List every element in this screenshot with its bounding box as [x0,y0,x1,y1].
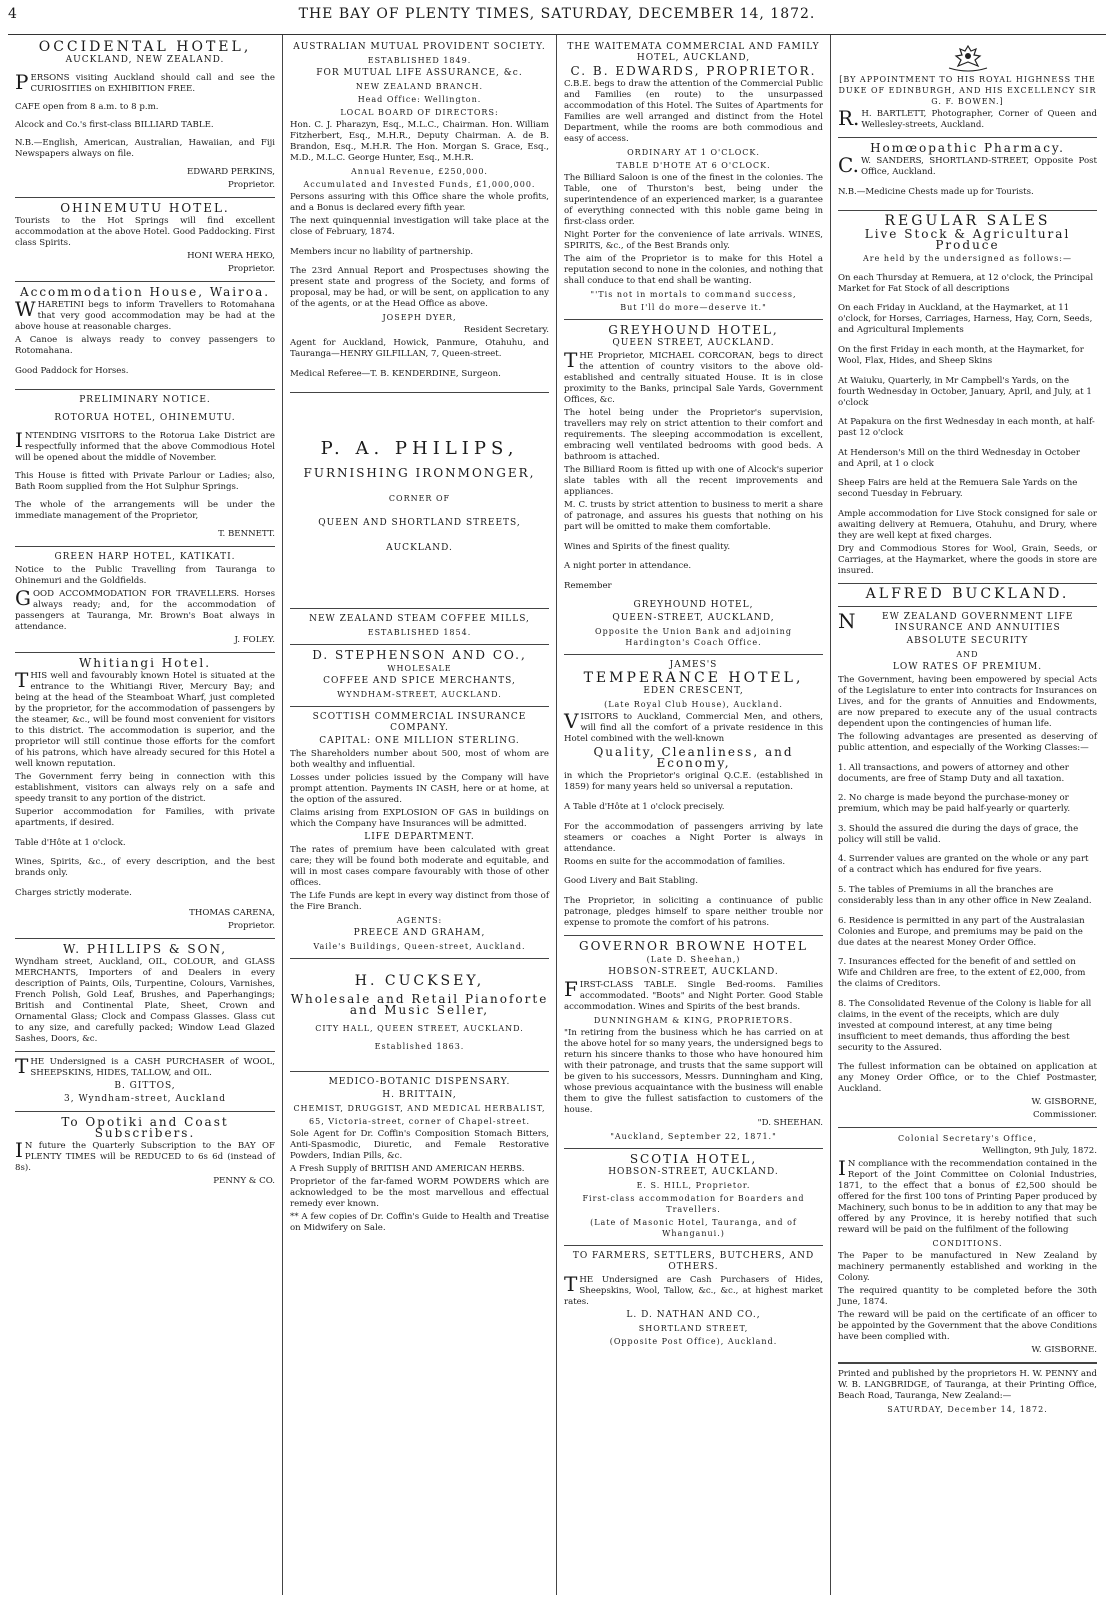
ad-rotorua-hotel [15,390,275,547]
ad-revenue: Annual Revenue, £250,000. [351,167,488,176]
list-item: 1. All transactions, and powers of attorney and other documents, are free of Stamp Duty and all taxation. [838,762,1069,784]
column-1 [8,35,282,1595]
ad-signature: J. FOLEY. [234,635,275,646]
ad-opotiki-subscribers [15,1112,275,1193]
ad-branch: NEW ZEALAND BRANCH. [355,82,484,91]
column-2 [282,35,556,1595]
ad-body: Members incur no liability of partnership. [290,246,474,257]
ad-address: CITY HALL, QUEEN STREET, AUCKLAND. [315,1024,524,1034]
ad-address: 3, Wyndham-street, Auckland [64,1093,226,1104]
ad-street: QUEEN STREET, AUCKLAND. [612,338,775,348]
ad-nathan [564,1246,823,1353]
ad-body: The required quantity to be completed before the 30th June, 1874. [838,1286,1097,1308]
ad-medico-botanic [290,1072,549,1240]
ad-body: FIRST-CLASS TABLE. Single Bed-rooms. Families accommodated. "Boots" and Night Porter. Good Stable accommodation. Wines and Spirits of the best brands. [564,976,823,1012]
ad-cucksey [290,959,549,1072]
sale-item: On each Thursday at Remuera, at 12 o'clock, the Principal Market for Fat Stock of all descriptions [838,272,1094,294]
ad-stephenson [290,645,549,707]
ad-date: "Auckland, September 22, 1871." [610,1131,777,1141]
ad-body: Wines and Spirits of the finest quality. [564,541,731,552]
imprint-body: Printed and published by the proprietors H. W. PENNY and W. B. LANGBRIDGE, of Tauranga, at their Printing Office, Beach Road, Tauranga, New Zealand:— [838,1369,1097,1402]
imprint-date: SATURDAY, December 14, 1872. [887,1405,1048,1415]
masthead-title: THE BAY OF PLENTY TIMES, SATURDAY, DECEMBER 14, 1872. [298,6,816,22]
ad-signature-role: Proprietor. [227,180,275,190]
ad-established: ESTABLISHED 1854. [367,628,472,638]
ad-body: A Fresh Supply of BRITISH AND AMERICAN HERBS. [290,1164,525,1175]
ad-agents: AGENTS: [396,916,443,926]
ad-title: NEW ZEALAND STEAM COFFEE MILLS, [309,614,530,625]
ad-body: The Life Funds are kept in every way distinct from those of the Fire Branch. [290,891,549,913]
ad-remember: GREYHOUND HOTEL, [633,600,754,611]
ad-body: Table d'Hôte at 1 o'clock. [15,837,126,848]
ad-signature-role: Commissioner. [1032,1110,1097,1121]
ad-body: (Late of Masonic Hotel, Tauranga, and of Whanganui.) [590,1217,797,1238]
ad-body: Wyndham street, Auckland, OIL, COLOUR, and GLASS MERCHANTS, Importers of and Dealers in every description of Paints, Oils, Turpentine, Colours, Varnishes, French Polish, Gold Leaf, Brushes, and Paperhangings; British and Continental Plate, Sheet, Crown and Ornamental Glass; Clock and Compass Glasses. Glass cut to any size, and carefully packed; Window Lead Glazed Sashes, Doors, &c. [15,956,275,1044]
ad-subtitle: FOR MUTUAL LIFE ASSURANCE, &c. [316,68,523,78]
ad-temperance-hotel [564,655,823,935]
ad-title: W. PHILLIPS & SON, [62,941,228,956]
ad-security: ABSOLUTE SECURITY [906,635,1029,646]
ad-body: "In retiring from the business which he has carried on at the above hotel for so many years, the undersigned begs to return his sincere thanks to those who have honoured him with their patronage, and trusts that the same support will be given to his successors, Messrs. Dunningham and King, whose previous acquaintance with the business will enable them to give the fullest satisfaction to customers of the house. [564,1027,823,1115]
ad-body: Wines, Spirits, &c., of every description, and the best brands only. [15,857,275,879]
ad-signature: HONI WERA HEKO, [187,251,275,261]
ad-title: NEW ZEALAND GOVERNMENT LIFE INSURANCE AND ANNUITIES [838,608,1074,633]
ad-body: First-class accommodation for Boarders and Travellers. [582,1193,805,1214]
list-item: 8. The Consolidated Revenue of the Colony is liable for all claims, in the event of the receipts, which are duly invested at compound interest, at any time being insufficient to meet demands, thus affording the best security to the Assured. [838,998,1092,1053]
ad-title: SCOTIA HOTEL, [629,1151,758,1166]
ad-street: SHORTLAND STREET, [638,1323,749,1333]
ad-address: (Opposite Post Office), Auckland. [609,1336,778,1346]
ad-government-life-insurance [838,607,1097,1128]
ad-proprietor: E. S. HILL, Proprietor. [636,1180,751,1190]
ad-occidental-hotel [15,37,275,198]
ad-quote: "'Tis not in mortals to command success, [590,290,797,299]
ad-notice: PRELIMINARY NOTICE. [79,395,211,406]
ad-appointment: [BY APPOINTMENT TO HIS ROYAL HIGHNESS THE DUKE OF EDINBURGH, AND HIS EXCELLENCY SIR G. F. BOWEN.] [838,75,1097,106]
ad-body: THE Proprietor, MICHAEL CORCORAN, begs to direct the attention of country visitors to the above old-established and centrally situated House. It is in close proximity to the Banks, principal Sale Yards, Government Offices, &c. [564,348,823,405]
ad-body: Alcock and Co.'s first-class BILLIARD TABLE. [15,120,214,130]
ad-title: GOVERNOR BROWNE HOTEL [579,938,808,953]
ad-referee: Medical Referee—T. B. KENDERDINE, Surgeon. [290,368,501,379]
ad-title: ROTORUA HOTEL, OHINEMUTU. [54,413,236,424]
ad-date: Wellington, 9th July, 1872. [982,1146,1097,1157]
ad-title: Whitiangi Hotel. [78,656,212,671]
ad-body: Ample accommodation for Live Stock consigned for sale or awaiting delivery at Remuera, Otahuhu, and Drury, where they are well kept at fixed charges. [838,508,1097,541]
ad-body: Dry and Commodious Stores for Wool, Grain, Seeds, or Carriages, at the Haymarket, where the goods in store are insured. [838,543,1097,576]
ad-body: A Canoe is always ready to convey passengers to Rotomahana. [15,335,275,356]
ad-held: Are held by the undersigned as follows:— [863,254,1072,264]
ad-street: HOBSON-STREET, AUCKLAND. [608,1166,779,1177]
ad-quote: But I'll do more—deserve it." [620,303,767,312]
column-3 [556,35,830,1595]
ad-funds: Accumulated and Invested Funds, £1,000,000. [303,180,536,189]
ad-title: Accommodation House, Wairoa. [19,285,271,299]
ad-signature: W. GISBORNE. [1031,1345,1097,1356]
ad-body: THIS well and favourably known Hotel is situated at the entrance to the Whitiangi River, Mercury Bay; and being at the head of the Steamboat Wharf, just completed by the proprietor, for the accommodation of passengers by the steamer, &c., will be found most convenient for visitors to this district. The accommodation is superior, and the proprietor will still continue those efforts for the comfort of his patrons, which have already secured for this Hotel a well known reputation. [15,668,275,770]
ad-address: Vaile's Buildings, Queen-street, Auckland. [313,942,526,952]
sale-item: At Papakura on the first Wednesday in each month, at half-past 12 o'clock [838,417,1095,439]
ad-signature: T. BENNETT. [218,529,275,540]
ad-title: AUSTRALIAN MUTUAL PROVIDENT SOCIETY. [293,42,546,52]
ad-table: TABLE D'HOTE AT 6 O'CLOCK. [616,161,771,170]
ad-conditions: CONDITIONS. [932,1239,1003,1249]
ad-motto: Quality, Cleanliness, and Economy, [593,745,794,771]
ad-title: MEDICO-BOTANIC DISPENSARY. [328,1077,511,1088]
ad-signature: THOMAS CARENA, [189,907,275,918]
ad-signature: EDWARD PERKINS, [186,167,275,177]
ad-body: Rooms en suite for the accommodation of families. [564,856,786,867]
list-item: 6. Residence is permitted in any part of the Australasian Colonies and Europe, and premiums may be paid on the due dates at the nearest Money Order Office. [838,915,1085,948]
ad-title: REGULAR SALES [884,213,1051,230]
ad-body: ** A few copies of Dr. Coffin's Guide to Health and Treatise on Midwifery on Sale. [290,1212,549,1234]
ad-office: Head Office: Wellington. [357,95,482,104]
ad-office: Colonial Secretary's Office, [897,1134,1038,1144]
ad-ordinary: ORDINARY AT 1 O'CLOCK. [627,148,760,157]
ad-body: C.W. SANDERS, SHORTLAND-STREET, Opposite Post Office, Auckland. [838,153,1097,177]
ad-body: THE Undersigned are Cash Purchasers of Hides, Sheepskins, Wool, Tallow, &c., &c., at highest market rates. [564,1271,823,1307]
royal-crest-icon [945,44,991,72]
ad-whitiangi-hotel [15,653,275,938]
ad-street: EDEN CRESCENT, [643,686,744,697]
ad-established: ESTABLISHED 1849. [367,56,472,65]
ad-body: IN compliance with the recommendation contained in the Report of the Joint Committee on Colonial Industries, 1871, to the effect that a bonus of £2,500 should be offered for the first 100 tons of Printing Paper produced by Machinery, such bonus to be in addition to any that may be offered by any Province, it is hereby notified that such reward will be paid on the fulfilment of the following [838,1156,1097,1236]
ad-body: The hotel being under the Proprietor's supervision, travellers may rely on strict attention to their comfort and requirements. The sleeping accommodation is excellent, embracing well ventilated bedrooms with good beds. A bathroom is attached. [564,408,823,462]
ad-title: GREEN HARP HOTEL, KATIKATI. [54,552,236,563]
ad-kind: WHOLESALE [387,664,452,674]
ad-body: C.B.E. begs to draw the attention of the Commercial Public and Families (en route) to the unsurpassed accommodation of this Hotel. The Suites of Apartments for Families are well arranged and distinct from the Hotel Department, while the rooms are both commodious and easy of access. [564,79,823,144]
ad-gittos [15,1052,275,1112]
ad-body: The Paper to be manufactured in New Zealand by machinery permanently established and working in the Colony. [838,1251,1097,1284]
ad-title: JAMES'S [669,660,718,671]
ad-title: H. CUCKSEY, [354,973,485,990]
ad-governor-browne-hotel [564,936,823,1149]
ad-body: Remember [564,580,612,591]
sale-item: On each Friday in Auckland, at the Haymarket, at 11 o'clock, for Horses, Carriages, Harness, Hay, Corn, Seeds, and Agricultural Implements [838,303,1093,336]
ad-body: For the accommodation of passengers arriving by late steamers or coaches a Night Porter is always in attendance. [564,821,823,854]
ad-title: SCOTTISH COMMERCIAL INSURANCE COMPANY. [312,712,527,734]
ad-signature-role: Resident Secretary. [463,325,549,336]
ad-nb: N.B.—Medicine Chests made up for Tourists. [838,186,1034,197]
columns [8,35,1106,1595]
ad-body: in which the Proprietor's original Q.C.E. (established in 1859) for many years held so universal a reputation. [564,771,823,793]
ad-scottish-insurance [290,707,549,959]
ad-body: Notice to the Public Travelling from Tauranga to Ohinemuri and the Goldfields. [15,565,275,587]
ad-body: A night porter in attendance. [564,561,692,572]
ad-body: Proprietor of the far-famed WORM POWDERS which are acknowledged to be the most marvellous and effectual remedy ever known. [290,1177,549,1210]
ad-address: 65, Victoria-street, corner of Chapel-street. [309,1117,530,1127]
printer-imprint [838,1363,1097,1421]
ad-capital: CAPITAL: ONE MILLION STERLING. [319,736,520,747]
ad-late: (Late D. Sheehan,) [646,954,741,964]
sale-item: Sheep Fairs are held at the Remuera Sale Yards on the second Tuesday in February. [838,478,1078,500]
ad-and: AND [956,649,979,659]
ad-low-rates: LOW RATES OF PREMIUM. [892,661,1043,672]
ad-body: The aim of the Proprietor is to make for this Hotel a reputation second to none in the colonies, and nothing that shall conduce to that end shall be wanting. [564,254,823,286]
ad-pa-philips [290,393,549,609]
ad-body: THE Undersigned is a CASH PURCHASER of WOOL, SHEEPSKINS, HIDES, TALLOW, and OIL. [15,1053,275,1078]
ad-trade: CHEMIST, DRUGGIST, AND MEDICAL HERBALIST, [293,1104,546,1114]
ad-body: Good Paddock for Horses. [15,365,129,376]
ad-established: Established 1863. [374,1042,465,1052]
ad-trade: COFFEE AND SPICE MERCHANTS, [323,676,516,687]
ad-subtitle: Live Stock & Agricultural Produce [864,227,1071,253]
ad-body: Persons assuring with this Office share the whole profits, and a Bonus is declared every fifth year. [290,192,549,213]
ad-streets: QUEEN AND SHORTLAND STREETS, [318,518,521,529]
ad-title: OCCIDENTAL HOTEL, [38,39,252,55]
ad-phillips-and-son [15,939,275,1052]
ad-title: TO FARMERS, SETTLERS, BUTCHERS, AND OTHERS. [572,1250,815,1272]
sale-item: At Waiuku, Quarterly, in Mr Campbell's Yards, on the fourth Wednesday in October, January, April, and July, at 1 o'clock [838,375,1092,408]
ad-body: The following advantages are presented as deserving of public attention, and especially of the Working Classes:— [838,731,1097,753]
ad-subtitle: AUCKLAND, NEW ZEALAND. [65,55,225,65]
ad-body: GOOD ACCOMMODATION FOR TRAVELLERS. Horses always ready; and, for the accommodation of passengers at Tauranga, Mr. Brown's Boat always in attendance. [15,586,275,633]
ad-homeopathic-pharmacy [838,138,1097,211]
ad-title: ALFRED BUCKLAND. [865,585,1070,602]
ad-body: PERSONS visiting Auckland should call and see the CURIOSITIES on EXHIBITION FREE. [15,70,275,94]
ad-body: A Table d'Hôte at 1 o'clock precisely. [564,801,725,812]
ad-board: LOCAL BOARD OF DIRECTORS: [340,108,499,117]
ad-regular-sales [838,211,1097,584]
ad-waitemata-hotel [564,37,823,320]
ad-city: AUCKLAND. [386,543,453,554]
list-item: 4. Surrender values are granted on the whole or any part of a contract which has endured for five years. [838,854,1089,876]
ad-signature-role: Proprietor. [227,264,275,274]
ad-body: The Government, having been empowered by special Acts of the Legislature to enter into contracts for Insurances on Lives, and for the grants of Annuities and Endowments, are now prepared to execute any of the usual contracts dependent upon the contingencies of human life. [838,674,1097,729]
ad-body: Losses under policies issued by the Company will have prompt attention. Payments IN CASH, here or at home, at the option of the assured. [290,773,549,806]
ad-body: Superior accommodation for Families, with private apartments, if desired. [15,807,275,829]
ad-body: INTENDING VISITORS to the Rotorua Lake District are respectfully informed that the above Commodious Hotel will be opened about the middle of November. [15,428,275,464]
ad-title: THE WAITEMATA COMMERCIAL AND FAMILY HOTEL, AUCKLAND, [567,42,820,63]
ad-amp-society [290,37,549,393]
ad-body: Good Livery and Bait Stabling. [564,876,699,887]
ad-body: M. C. trusts by strict attention to business to merit a share of patronage, and assures his guests that nothing on his part will be omitted to make them comfortable. [564,500,823,532]
list-item: 3. Should the assured die during the days of grace, the policy will still be valid. [838,823,1079,845]
ad-remember: Opposite the Union Bank and adjoining Hardington's Coach Office. [595,627,792,648]
ad-section: LIFE DEPARTMENT. [364,832,475,843]
ad-title: D. STEPHENSON AND CO., [312,648,527,663]
ad-signature: W. GISBORNE, [1031,1097,1097,1108]
ad-ohinemutu-hotel [15,198,275,282]
ad-body: N.B.—English, American, Australian, Hawaiian, and Fiji Newspapers always on file. [15,138,275,159]
ad-body: The next quinquennial investigation will take place at the close of February, 1874. [290,216,549,237]
ad-proprietors: DUNNINGHAM & KING, PROPRIETORS. [593,1015,794,1025]
ad-corner: CORNER OF [388,494,451,504]
ad-alfred-buckland [838,584,1097,607]
sale-item: At Henderson's Mill on the third Wednesday in October and April, at 1 o clock [838,447,1080,469]
ad-body: Charges strictly moderate. [15,887,132,898]
ad-body: R.H. BARTLETT, Photographer, Corner of Queen and Wellesley-streets, Auckland. [838,106,1097,130]
ad-name: L. D. NATHAN AND CO., [626,1309,761,1320]
ad-signature: PENNY & CO. [213,1175,275,1186]
ad-body: This House is fitted with Private Parlour or Ladies; also, Bath Room supplied from the Hot Sulphur Springs. [15,471,275,493]
ad-green-harp-hotel [15,547,275,653]
ad-signature: "D. SHEEHAN. [757,1117,823,1128]
ad-title: TEMPERANCE HOTEL, [583,670,804,687]
ad-address: WYNDHAM-STREET, AUCKLAND. [337,690,502,700]
ad-agent: Agent for Auckland, Howick, Panmure, Otahuhu, and Tauranga—HENRY GILFILLAN, 7, Queen-street. [290,338,549,360]
ad-title: P. A. PHILIPS, [320,438,519,460]
ad-colonial-secretary [838,1128,1097,1363]
ad-title: OHINEMUTU HOTEL. [60,201,230,215]
ad-scotia-hotel [564,1149,823,1246]
list-item: 2. No charge is made beyond the purchase-money or premium, which may be paid half-yearly or quarterly. [838,793,1071,815]
ad-body: The Shareholders number about 500, most of whom are both wealthy and influential. [290,749,549,771]
ad-body: Claims arising from EXPLOSION OF GAS in buildings on which the Company have Insurances will be admitted. [290,808,549,830]
ad-body: The fullest information can be obtained on application at any Money Order Office, or to the Chief Postmaster, Auckland. [838,1062,1097,1095]
ad-body: CAFE open from 8 a.m. to 8 p.m. [15,102,159,112]
ad-signature-role: Proprietor. [227,920,275,931]
ad-trade: Wholesale and Retail Pianoforte and Music Seller, [290,992,549,1018]
ad-agent-names: PREECE AND GRAHAM, [353,928,486,939]
ad-body: WHARETINI begs to inform Travellers to Rotomahana that very good accommodation may be had at the above house at reasonable charges. [15,297,275,332]
ad-title: Homœopathic Pharmacy. [870,141,1065,155]
ad-proprietor: C. B. EDWARDS, PROPRIETOR. [570,64,817,78]
ad-body: The Billiard Saloon is one of the finest in the colonies. The Table, one of Thurston's best, being under the superintendence of an experienced marker, is a guarantee of everything connected with this noble game being in first-class order. [564,173,823,227]
ad-street: HOBSON-STREET, AUCKLAND. [608,966,779,977]
ad-body: The Proprietor, in soliciting a continuance of public patronage, pledges himself to spare neither trouble nor expense to promote the comfort of his patrons. [564,895,823,928]
ad-body: Tourists to the Hot Springs will find excellent accommodation at the above Hotel. Good Paddocking. First class Spirits. [15,216,275,248]
ad-body: The reward will be paid on the certificate of an officer to be appointed by the Government that the above Conditions have been complied with. [838,1310,1097,1343]
masthead [8,6,1106,35]
sale-item: On the first Friday in each month, at the Haymarket, for Wool, Flax, Hides, and Sheep Skins [838,344,1084,366]
list-item: 5. The tables of Premiums in all the branches are considerably less than in any other office in New Zealand. [838,884,1092,906]
ad-title: GREYHOUND HOTEL, [608,323,779,337]
ad-body: VISITORS to Auckland, Commercial Men, and others, will find all the comfort of a private residence in this Hotel combined with the well-known [564,709,823,745]
ad-body: Night Porter for the convenience of late arrivals. WINES, SPIRITS, &c., of the Best Brands only. [564,230,823,251]
list-item: 7. Insurances effected for the benefit of and settled on Wife and Children are free, to the extent of £2,000, from the claims of Creditors. [838,957,1086,990]
ad-accommodation-wairoa [15,282,275,390]
ad-trade: FURNISHING IRONMONGER, [303,466,536,481]
ad-body: IN future the Quarterly Subscription to the BAY OF PLENTY TIMES will be REDUCED to 6s 6d (instead of 8s). [15,1137,275,1173]
ad-remember: QUEEN-STREET, AUCKLAND, [612,613,775,624]
ad-body: Sole Agent for Dr. Coffin's Composition Stomach Bitters, Anti-Spasmodic, Diuretic, and Female Restorative Powders, Indian Pills, &c. [290,1129,549,1162]
ad-body: The 23rd Annual Report and Prospectuses showing the present state and progress of the Society, and forms of proposal, may be had, or will be sent, on application to any of the agents, or at the Head Office as above. [290,266,549,310]
ad-body: The whole of the arrangements will be under the immediate management of the Proprietor, [15,500,275,522]
ad-name: H. BRITTAIN, [382,1090,457,1101]
column-4 [830,35,1104,1595]
ad-body: The Government ferry being in connection with this establishment, visitors can always rely on a safe and speedy transit to any portion of the district. [15,772,275,805]
ad-greyhound-hotel [564,320,823,655]
page-number: 4 [8,6,17,22]
ad-body: The Billiard Room is fitted up with one of Alcock's superior slate tables with all the recent improvements and appliances. [564,465,823,497]
ad-signature: B. GITTOS, [114,1080,176,1091]
ad-directors: Hon. C. J. Pharazyn, Esq., M.L.C., Chairman. Hon. William Fitzherbert, Esq., M.H.R., Deputy Chairman. A. de B. Brandon, Esq., M.H.R. The Hon. Morgan S. Grace, Esq., M.D., M.L.C. George Hunter, Esq., M.H.R. [290,120,549,163]
ad-body: The rates of premium have been calculated with great care; they will be found both moderate and equitable, and will in most cases compare favourably with those of other offices. [290,845,549,889]
ad-late: (Late Royal Club House), Auckland. [604,700,783,710]
ad-title: To Opotiki and Coast Subscribers. [61,1114,229,1140]
ad-coffee-mills [290,609,549,645]
ad-bartlett-photographer [838,37,1097,138]
ad-signature: JOSEPH DYER, [382,313,457,323]
